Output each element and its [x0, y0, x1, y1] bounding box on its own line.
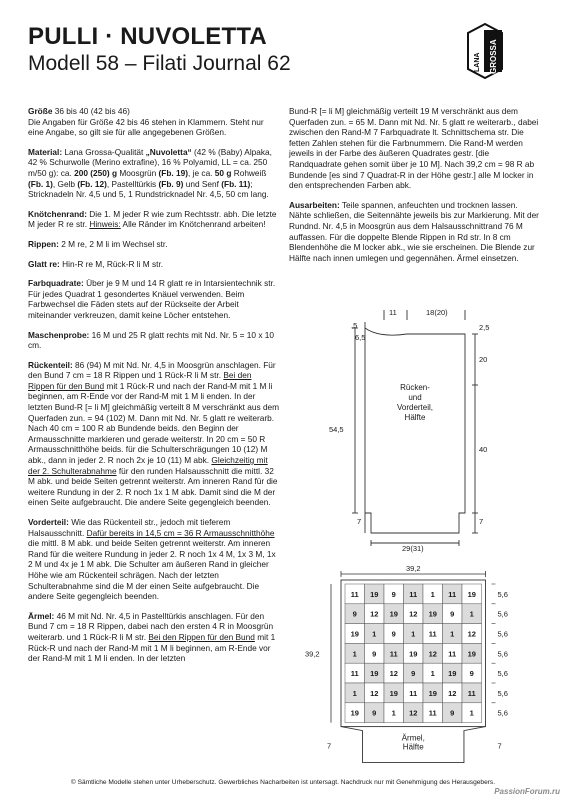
color-number: 11: [409, 589, 418, 599]
text-run: Größe: [28, 106, 53, 116]
dim-left-5: ,5: [351, 321, 358, 330]
text-run: mit 1 Rück-R und nach der Rand-M mit 1 M li beginnen, am R-Ende vor der Rand-M mit 1 M li enden. In der letzten: [28, 631, 276, 664]
color-number: 11: [389, 649, 398, 659]
color-number: 12: [428, 649, 437, 659]
text-run: Dafür bereits in 14,5 cm = 36 R Armausschnitthöhe: [86, 527, 275, 538]
color-number: 11: [448, 649, 457, 659]
text-run: (Fb. 19): [158, 167, 189, 178]
color-number: 12: [467, 629, 476, 639]
color-number: 1: [430, 669, 435, 679]
paragraph-vorderteil: [28, 517, 280, 602]
color-number: 19: [467, 649, 476, 659]
color-number: 19: [448, 669, 457, 679]
paragraph-farbquadrate: [28, 278, 280, 320]
paragraph-rueckenteil: [28, 360, 280, 508]
text-run: für den runden Halsausschnitt die mittl. 32 M abk. und beide Seiten getrennt weiterstr. Am inneren Rand für die weitere Rundung in der 2. R noch 1x 1 M abk. Damit sind die M der einen Seite aufgebraucht. Die andere Seite gegengleich beenden.: [28, 465, 278, 508]
dim-top-18: 18(20): [426, 308, 448, 317]
sleeve-schematic: [305, 564, 508, 768]
color-number: 12: [389, 669, 398, 679]
text-run: und Senf: [183, 178, 222, 189]
row-height-label: 5,6: [497, 688, 508, 698]
color-number: 1: [430, 589, 435, 599]
text-run: Rippen:: [28, 238, 59, 249]
body-label-line: und: [408, 393, 422, 402]
text-run: die mittl. 8 M abk. und beide Seiten getrennt weiterstr. Am inneren Rand für die weitere Rundung in jeder 2. R noch 1x 4 M, 1x 3 M, 1x 2 M und 4x je 1 M abk. Die Schulter am äußeren Rand in gleicher Höhe wie am Rückenteil schrägen. Nach der letzten Schulterabnahme sind die M der einen Seite aufgebraucht. Die andere Seite gegengleich beenden.: [28, 538, 276, 602]
color-number: 11: [448, 589, 457, 599]
color-number: 19: [370, 669, 379, 679]
color-number: 12: [370, 688, 379, 698]
text-run: 200 (250) g: [74, 167, 118, 178]
row-height-label: 5,6: [497, 708, 508, 718]
body-label: [397, 383, 433, 422]
page-title: PULLI · NUVOLETTA: [28, 23, 267, 50]
color-number: 9: [469, 669, 474, 679]
sleeve-cuff-left: 7: [327, 741, 332, 751]
sleeve-left-height: 39,2: [305, 649, 320, 659]
sleeve-label-line: Ärmel,: [401, 733, 425, 743]
dim-right-2-5: 2,5: [479, 323, 490, 332]
instructions-right-column: [289, 106, 541, 272]
paragraph-knoetchenrand: [28, 209, 280, 230]
paragraph-rippen: [28, 239, 280, 250]
svg-text:GROSSA: GROSSA: [489, 39, 498, 74]
dim-right-40: 40: [479, 445, 488, 454]
paragraph-ausarbeiten: [289, 200, 541, 264]
row-height-label: 5,6: [497, 589, 508, 599]
color-number: 9: [450, 609, 455, 619]
text-run: Bei den Rippen für den Bund: [28, 370, 252, 391]
text-run: Teile spannen, anfeuchten und trocknen lassen. Nähte schließen, die Seitennähte jeweils bis zur Markierung. Mit der Rundnd. Nr. 4,5 in Moosgrün aus dem Halsausschnittrand 76 M auffassen. Für die doppelte Blende Rippen in Rd str. In 8 cm Blendenhöhe die M locker abk., wie sie erscheinen. Die Blende zur Hälfte nach innen umlegen und gegennähen. Ärmel einsetzen.: [289, 199, 539, 263]
sleeve-label-line: Hälfte: [402, 742, 424, 752]
sleeve-cuff-right: 7: [497, 741, 502, 751]
color-number: 19: [389, 609, 398, 619]
row-height-label: 5,6: [497, 629, 508, 639]
color-number: 1: [372, 629, 377, 639]
paragraph-glatt_re: [28, 259, 280, 270]
text-run: Bund-R [= li M] gleichmäßig verteilt 19 M verschränkt aus dem Querfaden zun. = 65 M. Dann mit Nd. Nr. 5 glatt re weiterarb., dabei zwischen den Rand-M 7 Farbquadrate lt. Schnittschema str. Die fetten Zahlen stehen für die Farbnummern. Die Rand-M werden jeweils in der Farbe des äußeren Quadrates gestr. [die Randquadrate gehen somit über je 10 M]. Nach 39,2 cm = 98 R ab Bundende [es sind 7 Quadrat-R in der Höhe gestr.] alle M locker in den entsprechenden Farben abk.: [289, 106, 539, 191]
color-number: 9: [372, 649, 377, 659]
color-number: 9: [391, 589, 396, 599]
text-run: Material:: [28, 146, 63, 157]
color-number: 1: [352, 649, 357, 659]
color-number: 1: [352, 688, 357, 698]
color-number: 9: [391, 629, 396, 639]
color-number: 19: [428, 609, 437, 619]
color-number: 19: [350, 629, 359, 639]
text-run: 2 M re, 2 M li im Wechsel str.: [58, 238, 168, 249]
row-height-label: 5,6: [497, 609, 508, 619]
text-run: Bei den Rippen für den Bund: [148, 631, 255, 642]
color-number: 11: [350, 669, 359, 679]
paragraph-groesse: [28, 106, 280, 138]
body-label-line: Rücken-: [400, 383, 430, 392]
text-run: Über je 9 M und 14 R glatt re in Intarsientechnik str. Für jedes Quadrat 1 gesondertes Knäuel verwenden. Beim Farbwechsel die Fäden stets auf der Rückseite der Arbeit miteinander verkreuzen, damit keine Löcher entstehen.: [28, 278, 276, 320]
body-label-line: Hälfte: [404, 413, 426, 422]
color-number: 11: [467, 688, 476, 698]
dim-right-7: 7: [479, 517, 484, 526]
color-number: 12: [409, 609, 418, 619]
color-number: 1: [391, 708, 396, 718]
text-run: (Fb. 12): [77, 178, 107, 189]
row-height-label: 5,6: [497, 669, 508, 679]
text-run: (Fb. 11): [221, 178, 251, 189]
instructions-left-column: [28, 106, 280, 673]
dim-left-6-5: 6,5: [355, 333, 366, 342]
text-run: 50 g: [214, 167, 232, 178]
color-number: 12: [448, 688, 457, 698]
text-run: Wie das Rückenteil str., jedoch mit tieferem Halsausschnitt.: [28, 517, 231, 538]
color-number: 19: [389, 688, 398, 698]
color-number: 19: [428, 688, 437, 698]
page-subtitle: Modell 58 – Filati Journal 62: [28, 52, 291, 75]
text-run: Gleichzeitig mit der 2. Schulterabnahme: [28, 455, 268, 476]
color-number: 1: [469, 708, 474, 718]
text-run: mit 1 Rück-R und nach der Rand-M mit 1 M li beginnen, am R-Ende vor der Rand-M mit 1 M li enden. In der letzten Bund-R [= li M] gleichmäßig verteilt 8 M verschränkt aus dem Querfaden zun. = 94 (102) M. Dann mit Nd. Nr. 5 glatt re weiterarb. Nach 40 cm = 100 R ab Bundende beids. den Beginn der Armausschnitte markieren und gerade weiterstr. In 20 cm = 50 R Armausschnitthöhe beids. für die Schulterschrägungen 10 (12) M abk., dann in jeder 2. R noch 2x je 10 (11) M abk.: [28, 380, 280, 466]
text-run: (Fb. 1): [28, 178, 53, 189]
text-run: Rohweiß: [231, 167, 267, 178]
text-run: Rückenteil:: [28, 359, 73, 370]
text-run: Lana Grossa-Qualität: [62, 146, 146, 157]
paragraph-material: [28, 147, 280, 200]
color-number: 12: [409, 708, 418, 718]
sleeve-top-width: 39,2: [405, 564, 421, 573]
text-run: Die 1. M jeder R wie zum Rechtsstr. abh. Die letzte M jeder R re str.: [28, 208, 277, 230]
text-run: ; Stricknadeln Nr. 4,5 und 5, 1 Rundstricknadel Nr. 4,5, 50 cm lang.: [28, 178, 269, 200]
color-number: 9: [411, 669, 416, 679]
text-run: 46 M mit Nd. Nr. 4,5 in Pastelltürkis anschlagen. Für den Bund 7 cm = 18 R Rippen, dabei nach den ersten 4 R in Moosgrün weiterarb. und 1 Rück-R li M str.: [28, 610, 274, 642]
color-number: 19: [350, 708, 359, 718]
color-number: 11: [428, 629, 437, 639]
text-run: 86 (94) M mit Nd. Nr. 4,5 in Moosgrün anschlagen. Für den Bund 7 cm = 18 R Rippen und 1 Rück-R li M str.: [28, 359, 276, 381]
text-run: Vorderteil:: [28, 517, 69, 527]
color-number: 11: [428, 708, 437, 718]
color-number: 11: [350, 589, 359, 599]
color-number: 19: [370, 589, 379, 599]
color-number: 9: [352, 609, 357, 619]
text-run: , je ca.: [188, 167, 215, 178]
color-number: 9: [372, 708, 377, 718]
body-label-line: Vorderteil,: [396, 403, 434, 412]
text-run: 16 M und 25 R glatt rechts mit Nd. Nr. 5 = 10 x 10 cm.: [28, 329, 275, 351]
row-height-label: 5,6: [497, 649, 508, 659]
color-number: 19: [467, 589, 476, 599]
copyright-footer: © Sämtliche Modelle stehen unter Urheberschutz. Gewerbliches Nacharbeiten ist untersagt. Nachdruck nur mit Genehmigung des Herausgebers.: [70, 779, 496, 786]
dim-left-54-5: 54,5: [329, 425, 344, 434]
paragraph-aermel: [28, 611, 280, 664]
body-schematic: [352, 310, 478, 546]
color-number: 11: [409, 688, 418, 698]
paragraph-maschenprobe: [28, 330, 280, 351]
text-run: Ausarbeiten:: [289, 199, 340, 210]
color-number: 12: [370, 609, 379, 619]
text-run: Knötchenrand:: [28, 208, 87, 219]
text-run: Hin-R re M, Rück-R li M str.: [59, 258, 164, 269]
text-run: Farbquadrate:: [28, 278, 84, 289]
text-run: (Fb. 9): [158, 178, 184, 189]
text-run: Alle Ränder im Knötchenrand arbeiten!: [120, 219, 266, 230]
text-run: Moosgrün: [117, 167, 159, 178]
color-number: 19: [409, 649, 418, 659]
body-outline: [365, 328, 465, 533]
text-run: „Nuvoletta“: [145, 146, 192, 157]
text-run: Maschenprobe:: [28, 329, 90, 340]
color-number: 1: [450, 629, 455, 639]
text-run: (42 % (Baby) Alpaka, 42 % Schurwolle (Merino extrafine), 16 % Polyamid, LL = ca. 250 m/50 g): ca.: [28, 146, 272, 178]
dim-right-20: 20: [479, 355, 488, 364]
text-run: Ärmel:: [28, 610, 55, 621]
color-number: 9: [450, 708, 455, 718]
svg-text:LANA: LANA: [474, 52, 481, 72]
text-run: 36 bis 40 (42 bis 46) Die Angaben für Größe 42 bis 46 stehen in Klammern. Steht nur eine Angabe, so gilt sie für alle angegebenen Größen.: [28, 106, 264, 138]
lana-grossa-logo: [466, 22, 504, 80]
paragraph-aermel_cont: [289, 106, 541, 191]
dim-top-11: 11: [389, 308, 397, 317]
color-number: 1: [469, 609, 474, 619]
text-run: Glatt re:: [28, 258, 60, 269]
color-number: 1: [411, 629, 416, 639]
watermark: PassionForum.ru: [494, 787, 560, 796]
dim-bottom-29: 29(31): [402, 544, 424, 553]
dim-left-7: 7: [357, 517, 362, 526]
text-run: Hinweis:: [89, 219, 121, 230]
pattern-schematics: [289, 298, 549, 768]
text-run: , Pastelltürkis: [106, 178, 159, 189]
text-run: , Gelb: [52, 178, 78, 189]
